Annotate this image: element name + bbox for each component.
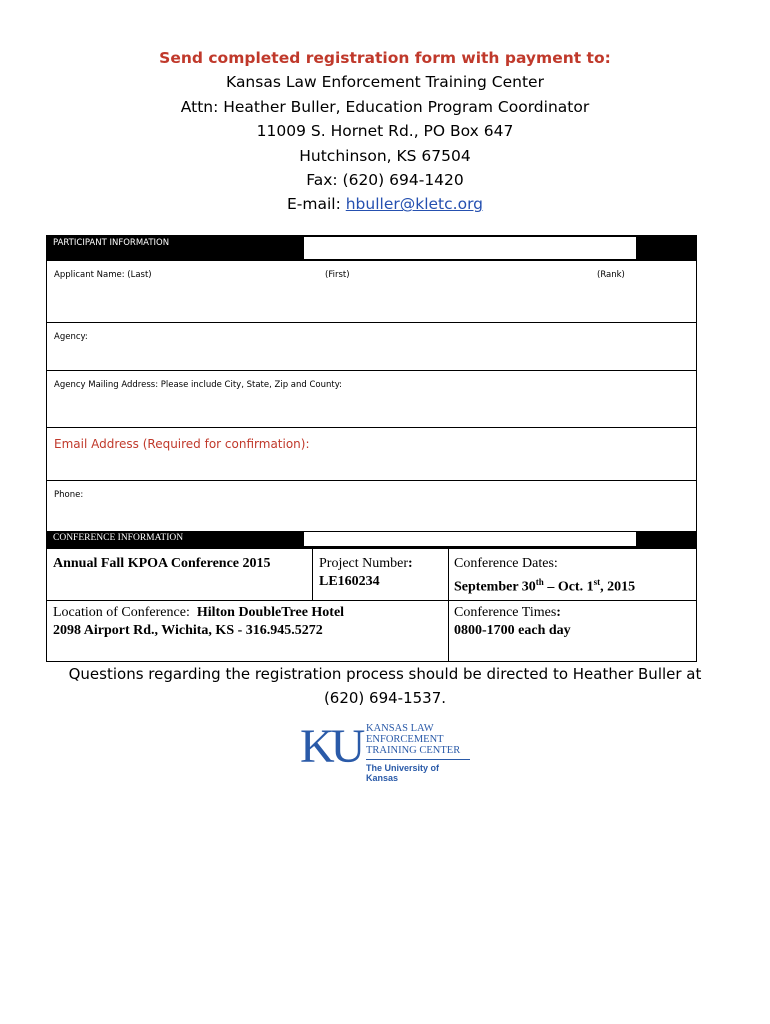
rank-label: (Rank) — [597, 270, 625, 280]
project-label-line — [319, 555, 413, 573]
divider-1 — [312, 549, 313, 600]
participant-bar-field — [304, 237, 636, 259]
box2-label: BOX 2 — [601, 535, 629, 545]
project-number: LE160234 — [319, 574, 380, 589]
last-name-label: Applicant Name: (Last) — [54, 270, 152, 280]
name-row[interactable] — [47, 261, 696, 323]
dates-start: September 30 — [454, 579, 536, 595]
org-name: Kansas Law Enforcement Training Center — [226, 73, 544, 92]
conference-section-bar — [46, 531, 697, 549]
dates-year: , 2015 — [600, 579, 636, 595]
kletc-logo — [300, 720, 472, 783]
location-name: Hilton DoubleTree Hotel — [196, 605, 345, 620]
phone-row[interactable] — [47, 481, 696, 531]
email-line — [0, 192, 770, 216]
dates-start-sup: th — [535, 577, 544, 587]
agency-row[interactable] — [47, 323, 696, 371]
dates-cell — [454, 555, 635, 597]
dates-label: Conference Dates: — [454, 556, 558, 571]
questions-note — [60, 662, 710, 710]
mailing-row[interactable] — [47, 371, 696, 428]
first-name-label: (First) — [325, 270, 350, 280]
email-link[interactable]: hbuller@kletc.org — [345, 195, 484, 214]
location-cell — [53, 604, 344, 640]
location-address: 2098 Airport Rd., Wichita, KS - 316.945.5272 — [53, 623, 323, 638]
mailing-instructions — [0, 46, 770, 217]
participant-section-bar — [46, 235, 697, 261]
logo-line-1: KANSAS LAW — [366, 723, 434, 734]
conference-bar-field — [304, 532, 636, 546]
times-label: Conference Times — [454, 605, 557, 620]
conference-section-label: CONFERENCE INFORMATION — [53, 533, 184, 543]
agency-label: Agency: — [54, 332, 88, 342]
divider-2 — [448, 549, 449, 661]
email-label: Email Address (Required for confirmation): — [54, 437, 310, 451]
project-colon: : — [408, 556, 413, 571]
project-cell — [319, 555, 413, 591]
times-colon: : — [556, 605, 561, 620]
questions-line-1: Questions regarding the registration process should be directed to Heather Buller at — [68, 665, 702, 683]
participant-box — [46, 261, 697, 533]
logo-text — [366, 723, 460, 756]
project-label: Project Number — [319, 556, 409, 571]
dates-end-sup: st — [593, 577, 601, 587]
conference-name: Annual Fall KPOA Conference 2015 — [53, 556, 271, 571]
dates-value — [454, 573, 635, 597]
logo-line-2: ENFORCEMENT — [366, 734, 444, 745]
logo-university: The University of Kansas — [366, 763, 440, 783]
conference-box — [46, 548, 697, 662]
send-heading: Send completed registration form with payment to: — [159, 49, 611, 67]
location-line-1 — [53, 604, 344, 622]
logo-rule — [366, 759, 470, 760]
times-label-line — [454, 604, 571, 622]
address-line-2: Hutchinson, KS 67504 — [299, 146, 471, 165]
divider-3 — [47, 600, 696, 601]
participant-section-label: PARTICIPANT INFORMATION — [53, 238, 170, 248]
email-row[interactable] — [47, 428, 696, 481]
location-label: Location of Conference: — [53, 605, 190, 620]
times-cell — [454, 604, 571, 640]
questions-line-2: (620) 694-1537. — [323, 689, 447, 707]
ku-mark: KU — [300, 720, 362, 773]
email-prefix: E-mail: — [286, 195, 346, 214]
mailing-label: Agency Mailing Address: Please include City, State, Zip and County: — [54, 380, 343, 390]
address-line-1: 11009 S. Hornet Rd., PO Box 647 — [256, 122, 514, 141]
logo-line-3: TRAINING CENTER — [366, 745, 461, 756]
times-value: 0800-1700 each day — [454, 623, 571, 638]
dates-dash: – Oct. 1 — [543, 579, 594, 595]
attn-line: Attn: Heather Buller, Education Program Coordinator — [180, 97, 590, 116]
box1-label: BOX 1 — [600, 238, 629, 248]
fax-line: Fax: (620) 694-1420 — [306, 171, 464, 190]
phone-label: Phone: — [54, 490, 84, 500]
